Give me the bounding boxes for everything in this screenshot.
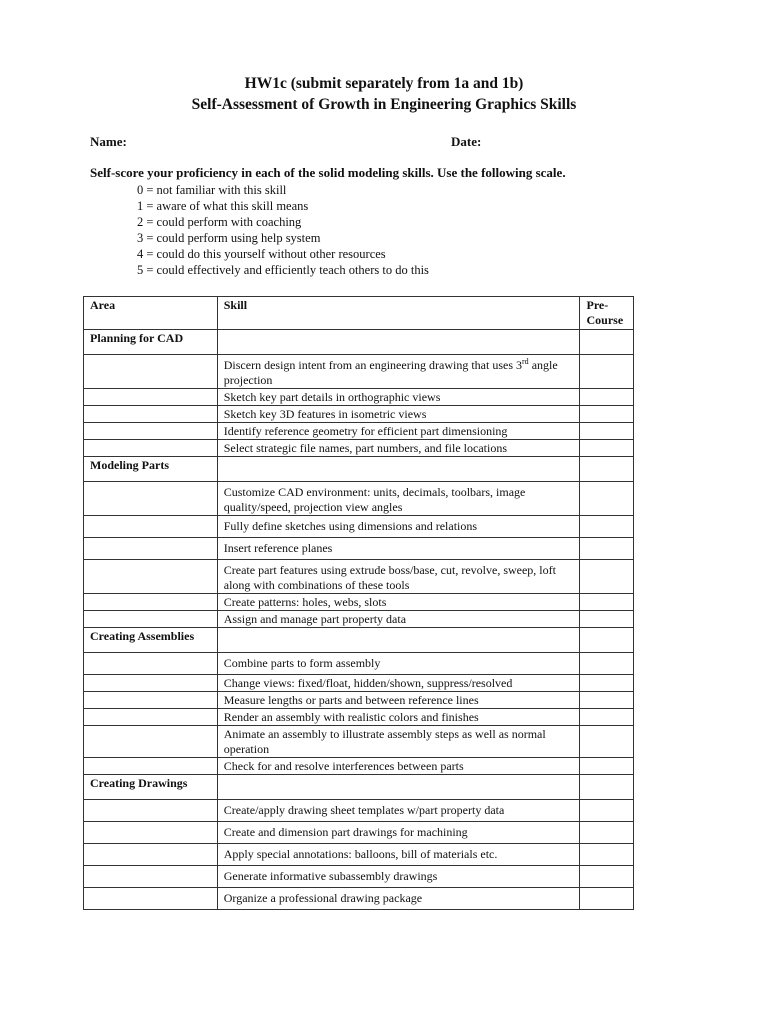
skill-cell: Create part features using extrude boss/base, cut, revolve, sweep, loft along with combinations of these tools [217, 560, 580, 594]
area-cell [84, 611, 218, 628]
area-cell [84, 423, 218, 440]
area-cell [84, 440, 218, 457]
area-cell [84, 389, 218, 406]
table-row [84, 440, 634, 457]
skill-cell: Sketch key part details in orthographic views [217, 389, 580, 406]
score-cell[interactable] [580, 709, 634, 726]
area-cell [84, 675, 218, 692]
skill-cell [217, 330, 580, 355]
skill-cell: Create/apply drawing sheet templates w/part property data [217, 800, 580, 822]
skill-cell: Customize CAD environment: units, decimals, toolbars, image quality/speed, projection view angles [217, 482, 580, 516]
score-cell[interactable] [580, 822, 634, 844]
pre-course-header: Pre-Course [580, 297, 634, 330]
score-cell[interactable] [580, 726, 634, 758]
skill-cell: Measure lengths or parts and between reference lines [217, 692, 580, 709]
table-row [84, 822, 634, 844]
area-cell [84, 844, 218, 866]
scale-item: 2 = could perform with coaching [137, 215, 302, 229]
skill-cell: Discern design intent from an engineering drawing that uses 3rd angle projection [217, 355, 580, 389]
area-cell [84, 594, 218, 611]
table-row [84, 800, 634, 822]
score-cell[interactable] [580, 406, 634, 423]
section-row [84, 628, 634, 653]
table-row [84, 675, 634, 692]
score-cell[interactable] [580, 440, 634, 457]
table-row [84, 709, 634, 726]
score-cell[interactable] [580, 482, 634, 516]
scale-item: 3 = could perform using help system [137, 231, 321, 245]
table-row [84, 560, 634, 594]
skill-cell: Organize a professional drawing package [217, 888, 580, 910]
area-cell [84, 355, 218, 389]
score-cell[interactable] [580, 866, 634, 888]
table-row [84, 653, 634, 675]
table-row [84, 538, 634, 560]
area-cell [84, 866, 218, 888]
score-cell[interactable] [580, 800, 634, 822]
area-cell [84, 560, 218, 594]
skill-cell: Change views: fixed/float, hidden/shown, suppress/resolved [217, 675, 580, 692]
name-label: Name: [90, 134, 127, 149]
table-row [84, 594, 634, 611]
area-cell [84, 692, 218, 709]
skill-cell: Create patterns: holes, webs, slots [217, 594, 580, 611]
area-cell: Planning for CAD [84, 330, 218, 355]
area-cell [84, 406, 218, 423]
area-cell [84, 800, 218, 822]
table-row [84, 389, 634, 406]
area-cell [84, 482, 218, 516]
table-row [84, 888, 634, 910]
skill-cell: Identify reference geometry for efficient part dimensioning [217, 423, 580, 440]
area-header: Area [84, 297, 218, 330]
scale-item: 1 = aware of what this skill means [137, 199, 309, 213]
skill-cell: Animate an assembly to illustrate assembly steps as well as normal operation [217, 726, 580, 758]
scale-item: 0 = not familiar with this skill [137, 183, 287, 197]
score-cell[interactable] [580, 653, 634, 675]
score-cell[interactable] [580, 457, 634, 482]
scale-list [137, 182, 429, 278]
table-header-row [84, 297, 634, 330]
score-cell[interactable] [580, 538, 634, 560]
skill-cell: Select strategic file names, part numbers, and file locations [217, 440, 580, 457]
skill-cell: Render an assembly with realistic colors and finishes [217, 709, 580, 726]
table-row [84, 758, 634, 775]
instructions: Self-score your proficiency in each of the solid modeling skills. Use the following scale. [90, 165, 566, 180]
score-cell[interactable] [580, 330, 634, 355]
skill-cell: Insert reference planes [217, 538, 580, 560]
skill-cell: Apply special annotations: balloons, bill of materials etc. [217, 844, 580, 866]
score-cell[interactable] [580, 844, 634, 866]
area-cell: Creating Drawings [84, 775, 218, 800]
section-row [84, 330, 634, 355]
area-cell [84, 653, 218, 675]
score-cell[interactable] [580, 692, 634, 709]
area-cell [84, 538, 218, 560]
table-row [84, 516, 634, 538]
area-cell [84, 709, 218, 726]
title-line-1: HW1c (submit separately from 1a and 1b) [244, 75, 524, 92]
score-cell[interactable] [580, 758, 634, 775]
score-cell[interactable] [580, 355, 634, 389]
table-row [84, 726, 634, 758]
score-cell[interactable] [580, 594, 634, 611]
area-cell [84, 758, 218, 775]
section-row [84, 457, 634, 482]
score-cell[interactable] [580, 888, 634, 910]
area-cell [84, 888, 218, 910]
score-cell[interactable] [580, 516, 634, 538]
score-cell[interactable] [580, 775, 634, 800]
area-cell [84, 822, 218, 844]
section-row [84, 775, 634, 800]
skill-cell: Generate informative subassembly drawings [217, 866, 580, 888]
skill-header: Skill [217, 297, 580, 330]
score-cell[interactable] [580, 560, 634, 594]
table-row [84, 482, 634, 516]
skill-cell: Sketch key 3D features in isometric views [217, 406, 580, 423]
skill-cell: Check for and resolve interferences between parts [217, 758, 580, 775]
area-cell [84, 726, 218, 758]
score-cell[interactable] [580, 628, 634, 653]
skill-cell: Combine parts to form assembly [217, 653, 580, 675]
skill-cell [217, 628, 580, 653]
title-line-2: Self-Assessment of Growth in Engineering Graphics Skills [191, 96, 577, 113]
table-row [84, 866, 634, 888]
skill-cell [217, 775, 580, 800]
skill-cell [217, 457, 580, 482]
area-cell [84, 516, 218, 538]
skill-cell: Fully define sketches using dimensions and relations [217, 516, 580, 538]
scale-item: 4 = could do this yourself without other resources [137, 247, 386, 261]
score-cell[interactable] [580, 423, 634, 440]
table-row [84, 692, 634, 709]
area-cell: Creating Assemblies [84, 628, 218, 653]
date-label: Date: [451, 134, 482, 149]
table-row [84, 355, 634, 389]
skill-cell: Assign and manage part property data [217, 611, 580, 628]
skill-cell: Create and dimension part drawings for machining [217, 822, 580, 844]
score-cell[interactable] [580, 389, 634, 406]
table-row [84, 844, 634, 866]
table-row [84, 423, 634, 440]
table-row [84, 406, 634, 423]
scale-item: 5 = could effectively and efficiently teach others to do this [137, 263, 429, 277]
skills-table [83, 296, 634, 910]
area-cell: Modeling Parts [84, 457, 218, 482]
table-row [84, 611, 634, 628]
score-cell[interactable] [580, 675, 634, 692]
score-cell[interactable] [580, 611, 634, 628]
